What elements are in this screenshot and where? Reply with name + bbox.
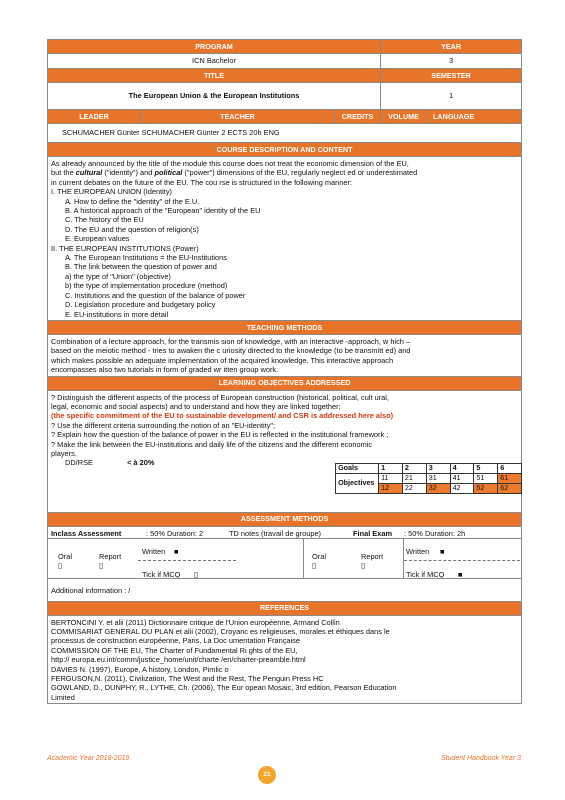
part-one-item: D. The EU and the question of religion(s) — [65, 224, 199, 234]
teaching-line: encompasses also two tutorials in form of graded wr itten group work. — [51, 365, 279, 375]
objective-cell: 22 — [402, 483, 426, 493]
objective-cell: 42 — [450, 483, 474, 493]
final-report-label: Report — [361, 551, 384, 561]
inclass-mcq-checkbox[interactable]: ▯ — [194, 569, 199, 579]
teaching-block — [48, 334, 522, 376]
objective-cell-highlighted: 61 — [498, 473, 522, 483]
inclass-written-label: Written — [142, 546, 166, 556]
page-number: 21 — [258, 766, 276, 784]
final-report-checkbox[interactable]: ▯ — [361, 560, 366, 570]
td-notes: TD notes (travail de groupe) — [229, 528, 322, 538]
volume-header: VOLUME — [381, 110, 427, 124]
goals-table — [335, 463, 522, 494]
part-two-item: a) the type of "Union" (objective) — [65, 271, 171, 281]
goals-label: Goals — [336, 463, 379, 473]
additional-information: Additional information : / — [51, 585, 131, 595]
final-mcq-label: Tick if MCQ — [406, 569, 445, 579]
objective-cell: 41 — [450, 473, 474, 483]
reference-line: Limited — [51, 692, 75, 702]
objective-cell-highlighted: 12 — [379, 483, 403, 493]
inclass-written-checkbox[interactable]: ■ — [174, 546, 179, 556]
part-one-item: B. A historical approach of the "European" identity of the EU — [65, 206, 261, 216]
teaching-header: TEACHING METHODS — [48, 320, 522, 334]
objective-cell: 31 — [426, 473, 450, 483]
objective-cell-highlighted: 62 — [498, 483, 522, 493]
credits-header: CREDITS — [335, 110, 381, 124]
objective-line: ? Use the different criteria surrounding the notion of an "EU-identity"; — [51, 420, 276, 430]
reference-line: processus de construction européenne, Paris, La Doc umentation Française — [51, 636, 300, 646]
description-header: COURSE DESCRIPTION AND CONTENT — [48, 143, 522, 157]
final-mcq-checkbox[interactable]: ■ — [458, 569, 463, 579]
program-value: ICN Bachelor — [48, 54, 381, 69]
reference-line: FERGUSON,N. (2011), Civilization, The West and the Rest, The Penguin Press HC — [51, 673, 324, 683]
semester-header: SEMESTER — [381, 69, 522, 83]
objective-line: ? Distinguish the different aspects of the process of European construction (historical, political, cult ural, — [51, 392, 389, 402]
reference-line: DAVIES N. (1997), Europe, A history, London, Pimlic o — [51, 664, 229, 674]
objective-line: ? Explain how the question of the balance of power in the EU is reflected in the institutional framework ; — [51, 430, 389, 440]
course-title: The European Union & the European Institutions — [48, 83, 381, 110]
objective-cell: 51 — [474, 473, 498, 483]
goal-number: 4 — [450, 463, 474, 473]
title-header: TITLE — [48, 69, 381, 83]
course-sheet — [47, 39, 521, 704]
part-two-item: D. Legislation procedure and budgetary policy — [65, 300, 216, 310]
part-one-item: E. European values — [65, 234, 130, 244]
part-two-heading: II. THE EUROPEAN INSTITUTIONS (Power) — [51, 243, 199, 253]
part-two-item: C. Institutions and the question of the balance of power — [65, 290, 246, 300]
inclass-mcq-label: Tick if MCQ — [142, 569, 181, 579]
part-one-item: A. How to define the "identity" of the E.U. — [65, 196, 200, 206]
final-percent: : 50% Duration: 2h — [404, 528, 466, 538]
program-header: PROGRAM — [48, 40, 381, 54]
ddrse-value: < à 20% — [127, 458, 155, 468]
objectives-header: LEARNING OBJECTIVES ADDRESSED — [48, 376, 522, 390]
goal-number: 5 — [474, 463, 498, 473]
objective-line: players. — [51, 448, 77, 458]
teaching-line: based on the meiotic method - tries to awaken the c uriosity directed to the knowledge (to be transmitt ed) and — [51, 346, 411, 356]
part-two-item: b) the type of implementation procedure (method) — [65, 281, 228, 291]
teacher-header: TEACHER — [141, 110, 335, 124]
part-two-item: E. EU-institutions in more détail — [65, 309, 169, 319]
description-line-cultural: but the cultural ("identity") and political ("power") dimensions of the EU, regularly neglect ed or underestimated — [51, 168, 418, 178]
references-header: REFERENCES — [48, 601, 522, 615]
description-line: in current debates on the future of the EU. The cou rse is structured in the following manner: — [51, 177, 352, 187]
semester-value: 1 — [381, 83, 522, 110]
objective-line: ? Make the link between the EU-institutions and daily life of the citizens and the different economic — [51, 439, 373, 449]
objective-cell-highlighted: 52 — [474, 483, 498, 493]
page-footer — [47, 755, 521, 762]
reference-line: COMMISARIAT GENERAL DU PLAN et alii (2002), Croyanc es religieuses, morales et éthiques dans le — [51, 626, 390, 636]
course-table — [47, 39, 522, 704]
inclass-label: Inclass Assessment — [51, 528, 122, 538]
ddrse-label: DD/RSE — [65, 458, 93, 468]
teaching-line: Combination of a lecture approach, for the transmis sion of knowledge, with an interactive -approach, w hich – — [51, 336, 411, 346]
assessment-header: ASSESSMENT METHODS — [48, 512, 522, 526]
final-oral-label: Oral — [312, 551, 326, 561]
part-one-item: C. The history of the EU — [65, 215, 144, 225]
objectives-block — [48, 390, 522, 512]
final-exam-label: Final Exam — [353, 528, 393, 538]
goal-number: 1 — [379, 463, 403, 473]
description-line: As already announced by the title of the module this course does not treat the economic dimension of the EU, — [51, 159, 409, 168]
inclass-report-label: Report — [99, 551, 122, 561]
references-block — [48, 615, 522, 704]
objective-csr-line: (the specific commitment of the EU to sustainable development/ and CSR is addressed here also) — [51, 411, 394, 421]
part-two-item: A. The European Institutions = the EU-Institutions — [65, 253, 227, 263]
inclass-oral-checkbox[interactable]: ▯ — [58, 560, 63, 570]
leader-info-text: SCHUMACHER Günter SCHUMACHER Günter 2 ECTS 20h ENG — [62, 128, 280, 138]
reference-line: COMMISSION OF THE EU, The Charter of Fundamental Ri ghts of the EU, — [51, 645, 298, 655]
description-block — [48, 157, 522, 321]
year-value: 3 — [381, 54, 522, 69]
objectives-label: Objectives — [336, 473, 379, 493]
objective-cell-highlighted: 32 — [426, 483, 450, 493]
objective-line: legal, economic and social aspects) and to understand and how they are linked together; — [51, 401, 341, 411]
goal-number: 6 — [498, 463, 522, 473]
year-header: YEAR — [381, 40, 522, 54]
goal-number: 2 — [402, 463, 426, 473]
reference-url[interactable]: http:// europa.eu.int/comm/justice_home/unit/charte /en/charter-preamble.html — [51, 655, 306, 665]
objective-cell: 21 — [402, 473, 426, 483]
inclass-percent: : 50% Duration: 2 — [146, 528, 204, 538]
language-header: LANGUAGE — [427, 110, 522, 124]
final-written-label: Written — [406, 546, 430, 556]
leader-header: LEADER — [48, 110, 141, 124]
teaching-line: which makes possible an adequate implementation of the acquired knowledge. This interactive approach — [51, 355, 394, 365]
description-line — [51, 168, 518, 177]
objective-cell: 11 — [379, 473, 403, 483]
footer-academic-year: Academic Year 2018-2019 — [47, 755, 130, 762]
final-oral-checkbox[interactable]: ▯ — [312, 560, 317, 570]
assessment-block — [48, 526, 522, 601]
part-two-item: B. The link between the question of power and — [65, 262, 217, 272]
reference-line: BERTONCINI Y. et alii (2011) Dictionnaire critique de l'Union européenne, Armand Collin — [51, 617, 340, 627]
inclass-report-checkbox[interactable]: ▯ — [99, 560, 104, 570]
inclass-oral-label: Oral — [58, 551, 72, 561]
final-written-checkbox[interactable]: ■ — [440, 546, 445, 556]
part-one-heading: I. THE EUROPEAN UNION (Identity) — [51, 187, 173, 197]
footer-handbook: Student Handbook Year 3 — [440, 755, 521, 762]
reference-line: GOWLAND, D., DUNPHY, R., LYTHE, Ch. (2006), The Eur opean Mosaic, 3rd edition, Pearson Education — [51, 683, 397, 693]
leader-info-row — [48, 124, 522, 143]
goal-number: 3 — [426, 463, 450, 473]
